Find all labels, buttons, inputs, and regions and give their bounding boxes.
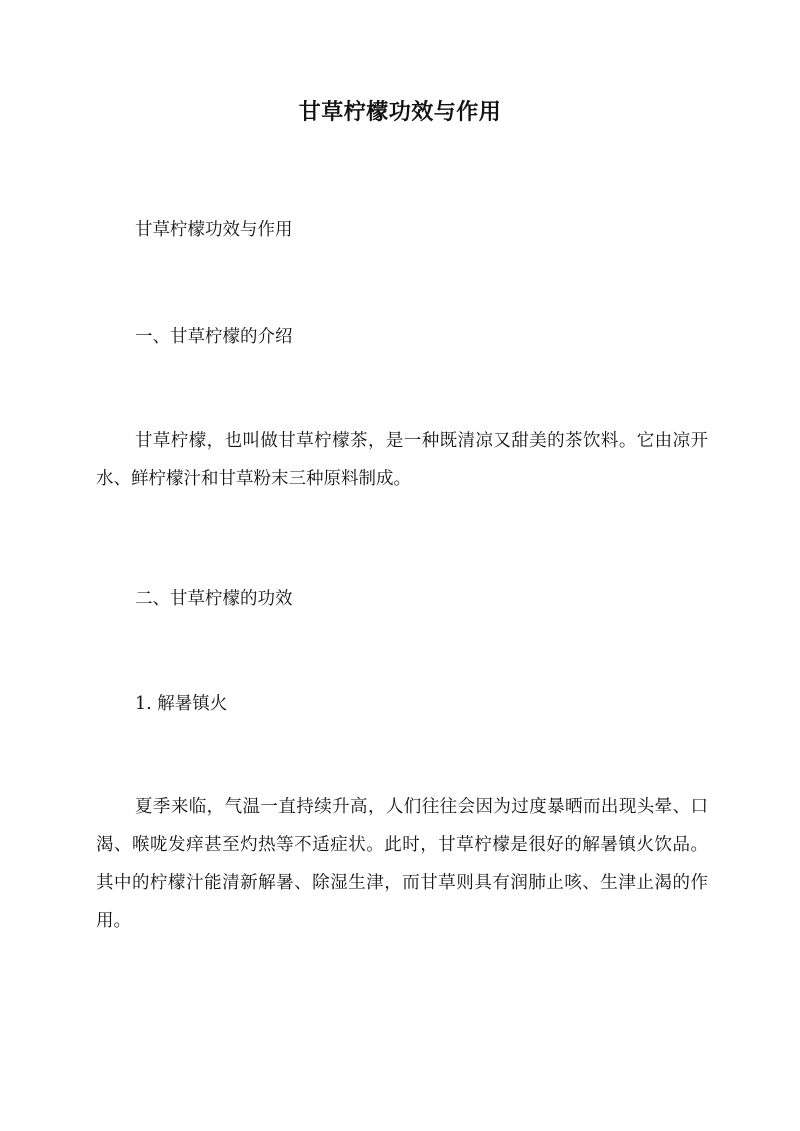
document-subtitle: 甘草柠檬功效与作用 bbox=[135, 220, 293, 240]
document-title: 甘草柠檬功效与作用 bbox=[298, 99, 502, 125]
section-heading-effects: 二、甘草柠檬的功效 bbox=[135, 589, 293, 609]
section-heading-introduction: 一、甘草柠檬的介绍 bbox=[135, 327, 293, 347]
effect-item-heading: 1. 解暑镇火 bbox=[135, 694, 228, 714]
introduction-paragraph: 甘草柠檬，也叫做甘草柠檬茶，是一种既清凉又甜美的茶饮料。它由凉开水、鲜柠檬汁和甘草粉末三种原料制成。 bbox=[96, 431, 708, 489]
effect-item-paragraph: 夏季来临，气温一直持续升高，人们往往会因为过度暴晒而出现头晕、口渴、喉咙发痒甚至灼热等不适症状。此时，甘草柠檬是很好的解暑镇火饮品。其中的柠檬汁能清新解暑、除湿生津，而甘草则具有润肺止咳、生津止渴的作用。 bbox=[96, 797, 708, 931]
